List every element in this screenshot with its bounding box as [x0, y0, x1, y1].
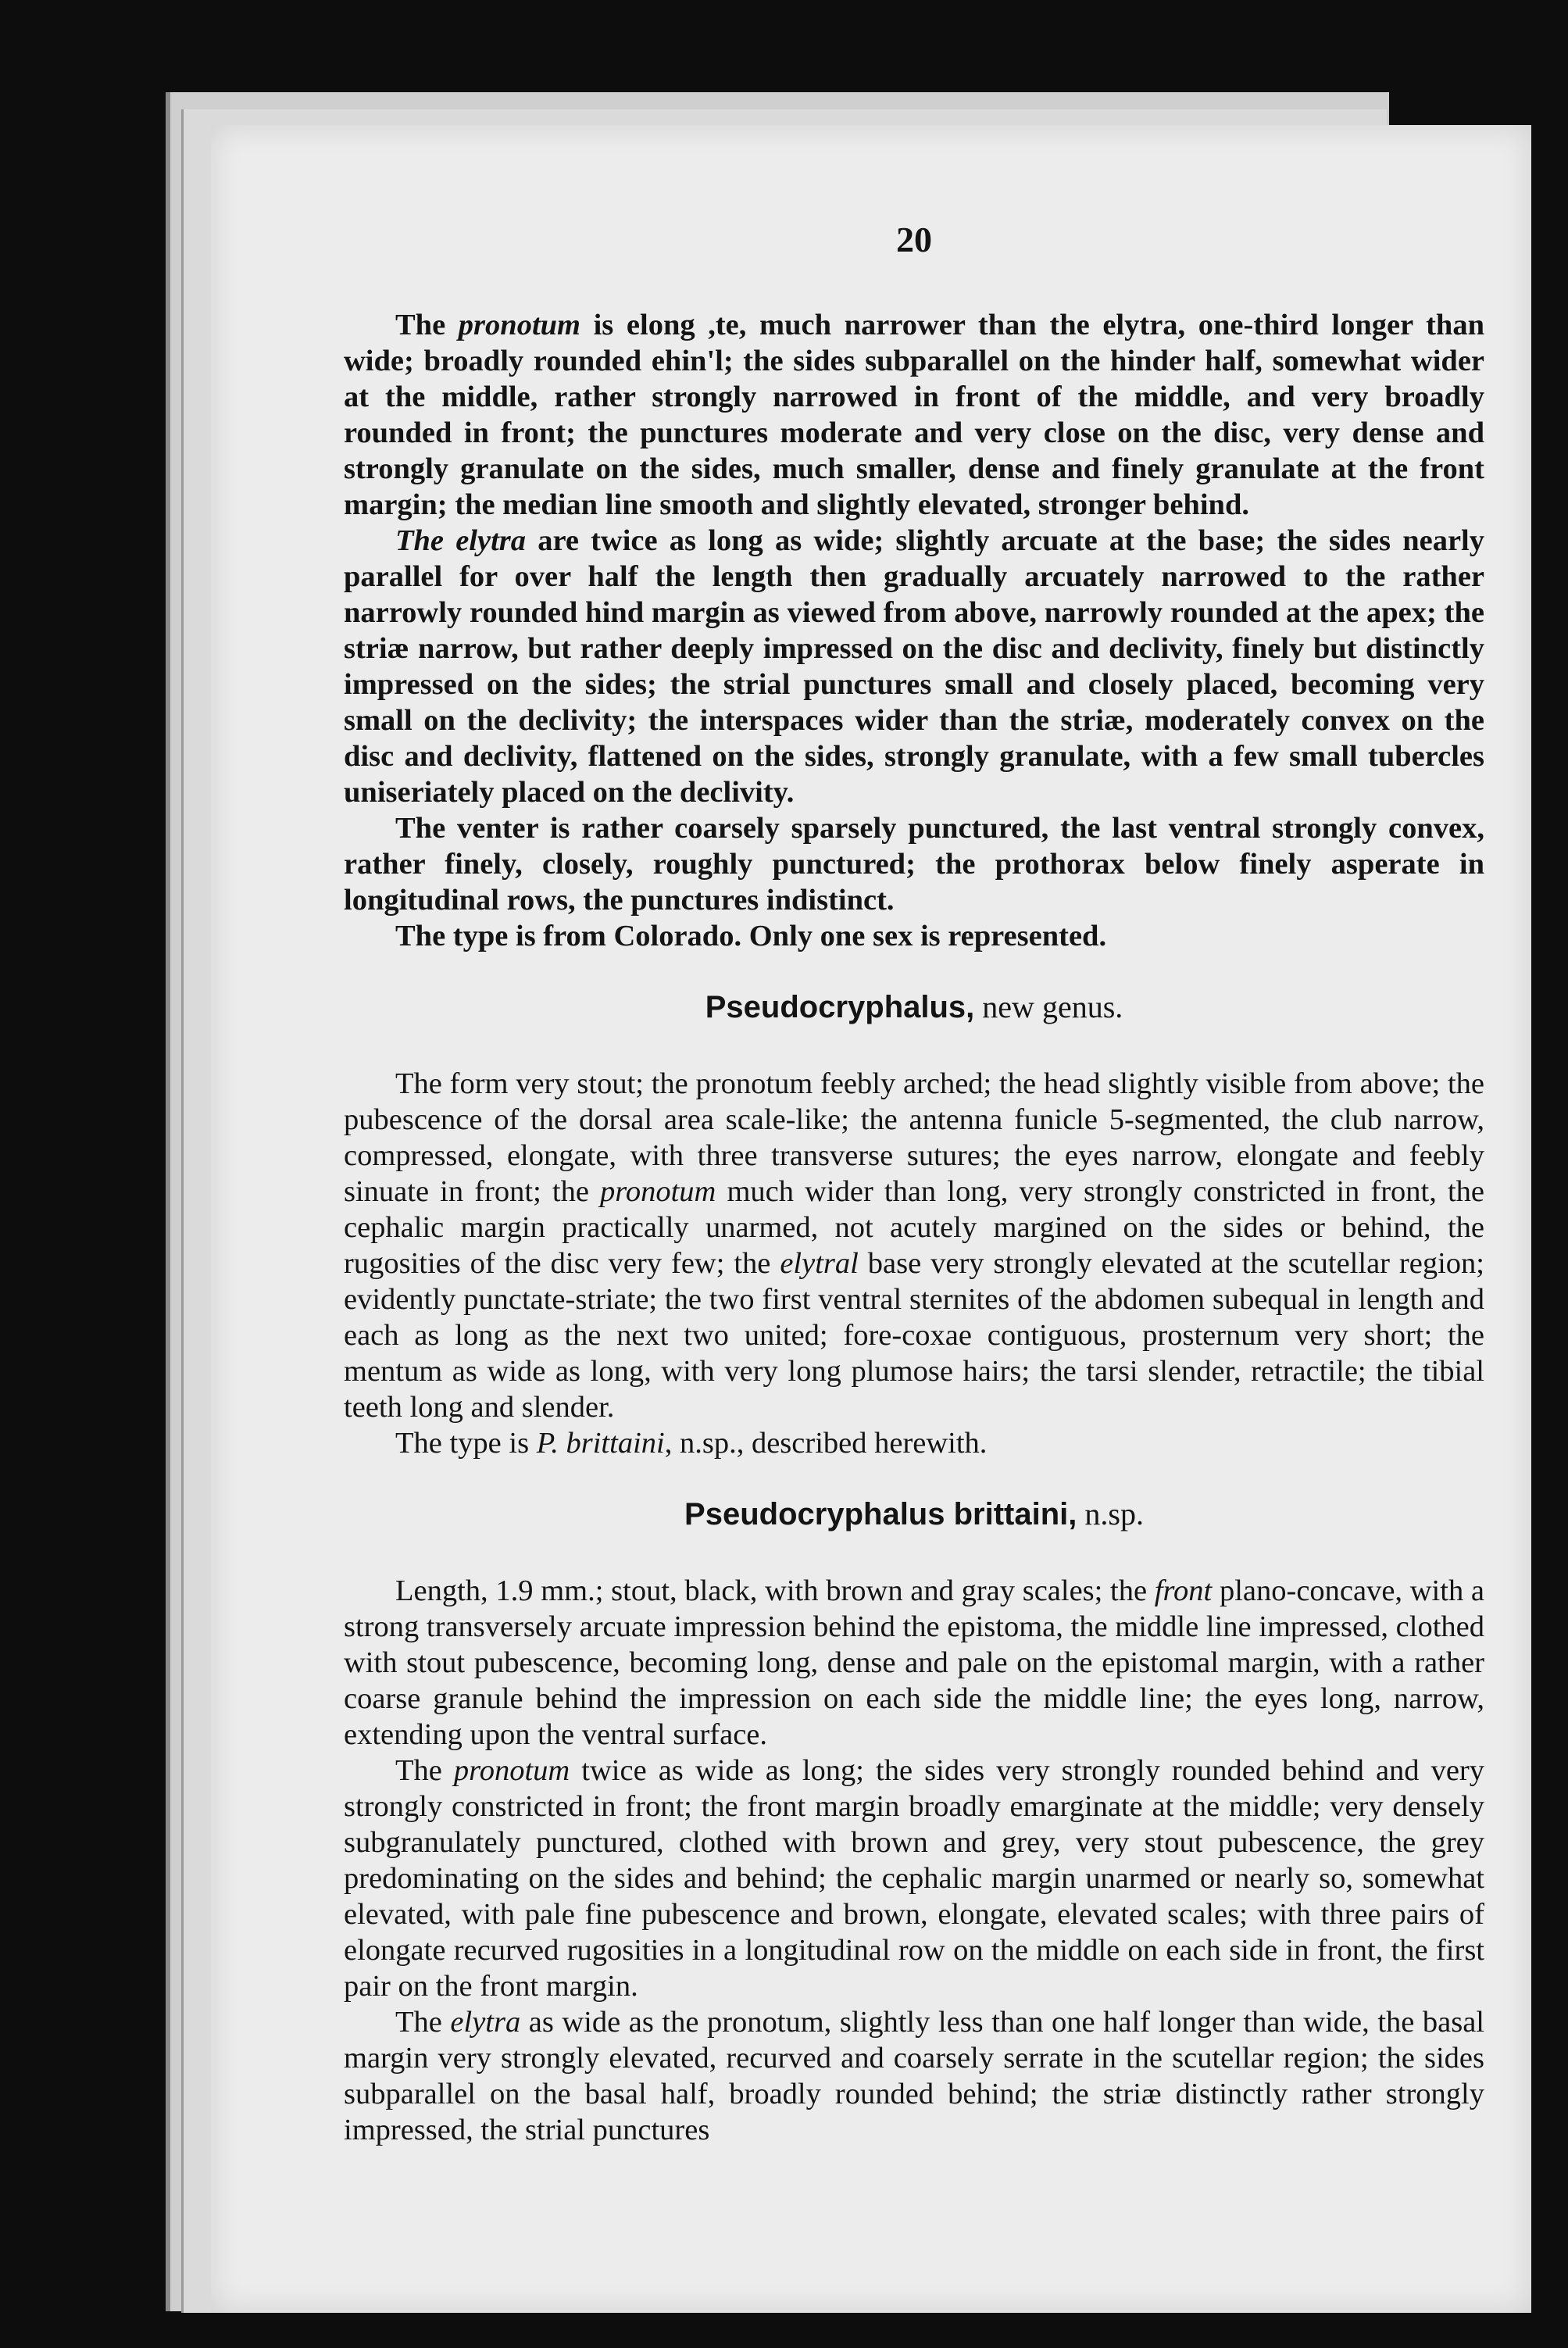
- genus-heading: Pseudocryphalus, new genus.: [705, 989, 1123, 1024]
- book-page: [211, 125, 1531, 2313]
- venter-paragraph: The venter is rather coarsely sparsely punctured, the last ventral strongly convex, rather finely, closely, roughly punctured; the prothorax below finely asperate in longitudinal rows, the punctures indistinct.: [344, 812, 1484, 917]
- genus-type-paragraph: The type is P. brittaini, n.sp., described herewith.: [395, 1427, 988, 1460]
- genus-description-paragraph: The form very stout; the pronotum feebly arched; the head slightly visible from above; the pubescence of the dorsal area scale-like; the antenna funicle 5-segmented, the club narrow, compressed, elongate, with three transverse sutures; the eyes narrow, elongate and feebly sinuate in front; the pronotum much wider than long, very strongly constricted in front, the cephalic margin practically unarmed, not acutely margined on the sides or behind, the rugosities of the disc very few; the elytral base very strongly elevated at the scutellar region; evidently punctate-striate; the two first ventral sternites of the abdomen subequal in length and each as long as the next two united; fore-coxae contiguous, prosternum very short; the mentum as wide as long, with very long plumose hairs; the tarsi slender, retractile; the tibial teeth long and slender.: [344, 1067, 1484, 1424]
- species-description-continued: [344, 307, 1484, 954]
- species-elytra-paragraph: The elytra as wide as the pronotum, slightly less than one half longer than wide, the basal margin very strongly elevated, recurved and coarsely serrate in the scutellar region; the sides subparallel on the basal half, broadly rounded behind; the striæ distinctly rather strongly impressed, the strial punctures: [344, 2006, 1485, 2146]
- elytra-paragraph: The elytra are twice as long as wide; slightly arcuate at the base; the sides nearly parallel for over half the length then gradually arcuately narrowed to the rather narrowly rounded hind margin as viewed from above, narrowly rounded at the apex; the striæ narrow, but rather deeply impressed on the disc and declivity, finely but distinctly impressed on the sides; the strial punctures small and closely placed, becoming very small on the declivity; the interspaces wider than the striæ, moderately convex on the disc and declivity, flattened on the sides, strongly granulate, with a few small tubercles uniseriately placed on the declivity.: [344, 524, 1484, 809]
- page-number: 20: [896, 220, 932, 259]
- pronotum-paragraph: The pronotum is elong ,te, much narrower than the elytra, one-third longer than wide; broadly rounded ehin'l; the sides subparallel on the hinder half, somewhat wider at the middle, rather strongly narrowed in front of the middle, and very broadly rounded in front; the punctures moderate and very close on the disc, very dense and strongly granulate on the sides, much smaller, dense and finely granulate at the front margin; the median line smooth and slightly elevated, stronger behind.: [344, 309, 1484, 521]
- species-length-paragraph: Length, 1.9 mm.; stout, black, with brown and gray scales; the front plano-concave, with a strong transversely arcuate impression behind the epistoma, the middle line impressed, clothed with stout pubescence, becoming long, dense and pale on the epistomal margin, with a rather coarse granule behind the impression on each side the middle line; the eyes long, narrow, extending upon the ventral surface.: [344, 1574, 1484, 1751]
- type-locality-paragraph: The type is from Colorado. Only one sex is represented.: [395, 920, 1107, 952]
- species-pronotum-paragraph: The pronotum twice as wide as long; the sides very strongly rounded behind and very strongly constricted in front; the front margin broadly emarginate at the middle; very densely subgranulately punctured, clothed with brown and grey, very stout pubescence, the grey predominating on the sides and behind; the cephalic margin unarmed or nearly so, somewhat elevated, with pale fine pubescence and brown, elongate, elevated scales; with three pairs of elongate recurved rugosities in a longitudinal row on the middle on each side in front, the first pair on the front margin.: [344, 1754, 1485, 2003]
- species-heading: Pseudocryphalus brittaini, n.sp.: [684, 1496, 1144, 1531]
- text-column: [344, 219, 1484, 2148]
